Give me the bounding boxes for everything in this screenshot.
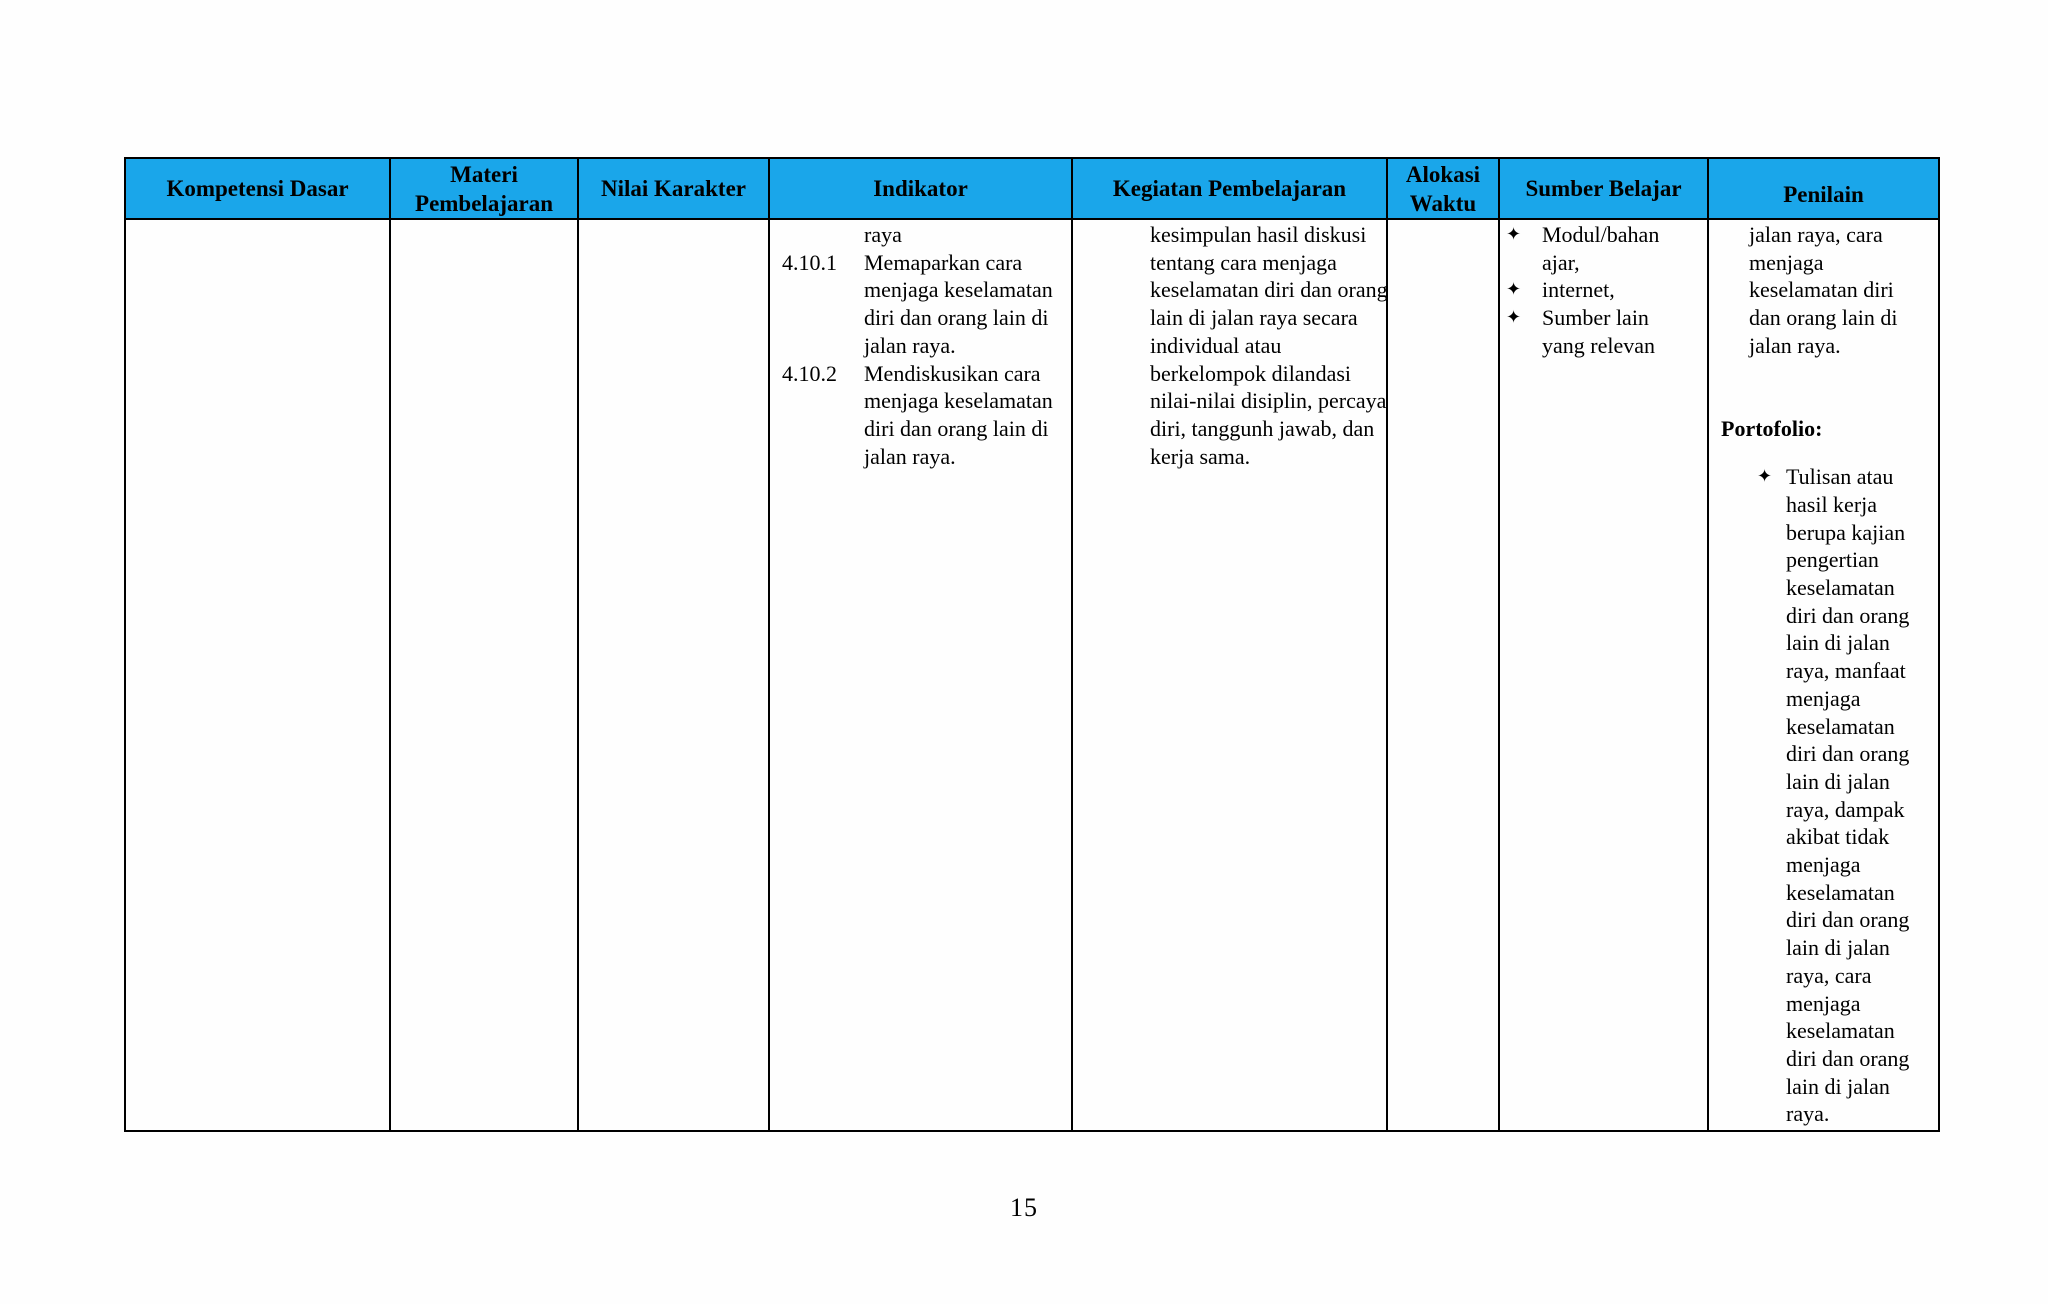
cell-kegiatan-pembelajaran [1072, 219, 1387, 1131]
sumber-item-text: internet, [1542, 277, 1615, 303]
header-alokasi-line1: Alokasi [1405, 161, 1481, 187]
sumber-item-text: Modul/bahan ajar, [1542, 222, 1660, 275]
portfolio-item-text: Tulisan atau hasil kerja berupa kajian pengertian keselamatan diri dan orang lain di jalan raya, manfaat menjaga keselamatan diri dan orang lain di jalan raya, dampak akibat tidak menjaga keselamatan diri dan orang lain di jalan raya, cara menjaga keselamatan diri dan orang lain di jalan raya. [1786, 464, 1910, 1127]
cell-indikator [769, 219, 1072, 1131]
header-materi-line2: Pembelajaran [415, 190, 553, 216]
kegiatan-text: kesimpulan hasil diskusi tentang cara menjaga keselamatan diri dan orang lain di jalan raya secara individual atau berkelompok dilandasi nilai-nilai disiplin, percaya diri, tanggunh jawab, dan kerja sama. [1150, 222, 1388, 469]
indikator-number: 4.10.2 [782, 360, 837, 386]
page-number: 15 [1010, 1193, 1038, 1222]
header-materi-line1: Materi [450, 161, 518, 187]
indikator-text: Memaparkan cara menjaga keselamatan diri dan orang lain di jalan raya. [864, 249, 1053, 358]
list-item [1500, 304, 1707, 359]
header-alokasi-waktu [1387, 158, 1499, 219]
header-penilaian-label: Penilain [1783, 182, 1864, 207]
cell-nilai-karakter [578, 219, 769, 1131]
four-point-star-icon: ✦ [1506, 307, 1522, 329]
cell-materi-pembelajaran [390, 219, 578, 1131]
portfolio-heading: Portofolio: [1721, 415, 1823, 441]
lesson-plan-table [124, 157, 1940, 1132]
header-alokasi-line2: Waktu [1409, 190, 1477, 216]
list-item [1500, 276, 1707, 304]
penilaian-lead-text: jalan raya, cara menjaga keselamatan diri dan orang lain di jalan raya. [1749, 222, 1898, 358]
four-point-star-icon: ✦ [1506, 224, 1522, 245]
four-point-star-icon: ✦ [1506, 279, 1522, 301]
header-row [125, 158, 1939, 219]
header-indikator: Indikator [769, 158, 1072, 219]
header-penilaian [1708, 158, 1939, 219]
sumber-item-text: Sumber lain yang relevan [1542, 305, 1655, 358]
list-item [1500, 221, 1707, 276]
header-materi-pembelajaran [390, 158, 578, 219]
header-sumber-belajar: Sumber Belajar [1499, 158, 1708, 219]
cell-sumber-belajar [1499, 219, 1708, 1131]
cell-kompetensi-dasar [125, 219, 390, 1131]
list-item [1709, 463, 1938, 1128]
indikator-item [770, 249, 1071, 360]
indikator-text: Mendiskusikan cara menjaga keselamatan diri dan orang lain di jalan raya. [864, 360, 1053, 469]
header-nilai-karakter: Nilai Karakter [578, 158, 769, 219]
header-kegiatan-pembelajaran: Kegiatan Pembelajaran [1072, 158, 1387, 219]
header-kompetensi-dasar: Kompetensi Dasar [125, 158, 390, 219]
indikator-item [770, 360, 1071, 471]
indikator-number: 4.10.1 [782, 249, 837, 275]
four-point-star-icon: ✦ [1757, 466, 1773, 488]
cell-alokasi-waktu [1387, 219, 1499, 1131]
cell-penilaian [1708, 219, 1939, 1131]
indikator-continuation: raya [864, 222, 902, 247]
table-row [125, 219, 1939, 1131]
